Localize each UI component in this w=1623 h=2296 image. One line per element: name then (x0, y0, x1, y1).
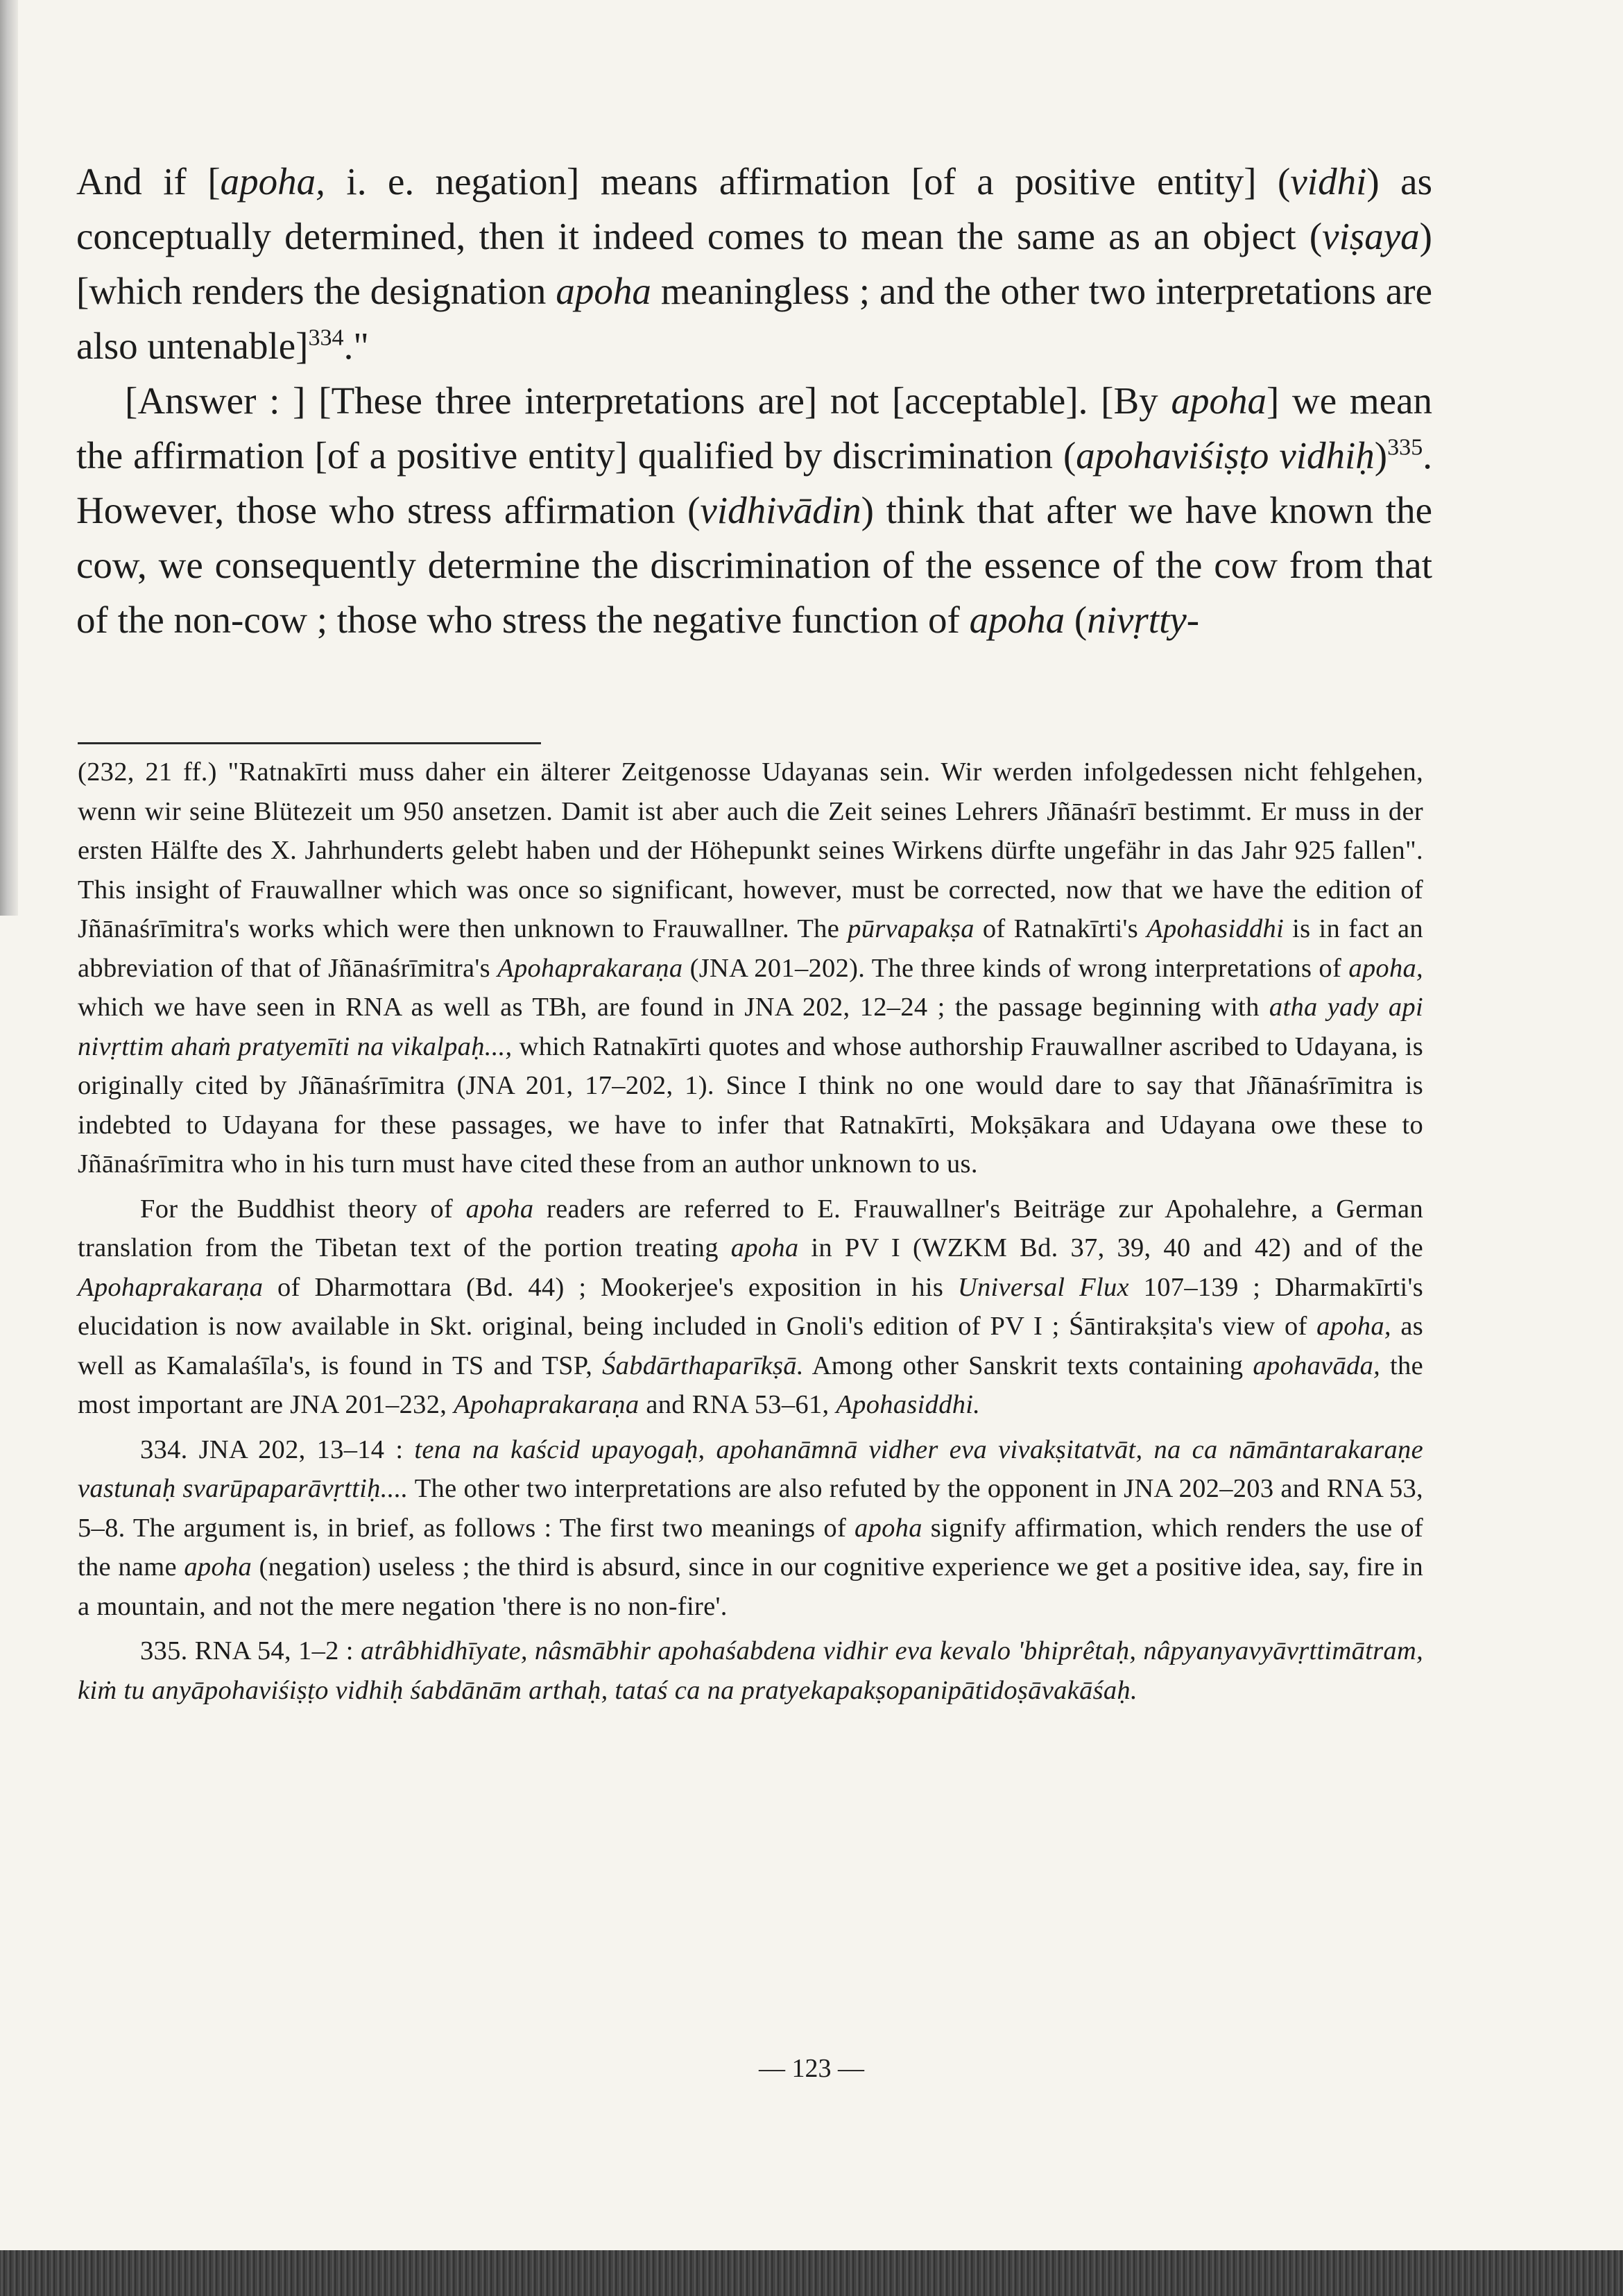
footnote-divider (78, 742, 541, 744)
footnote-335: 335. RNA 54, 1–2 : atrâbhidhīyate, nâsmābhir apohaśabdena vidhir eva kevalo 'bhiprêtaḥ, nâpyanyavyāvṛttimātram, kiṁ tu anyāpohaviśiṣṭo vidhiḥ śabdānām arthaḥ, tataś ca na pratyekapakṣopanipātidoṣāvakāśaḥ. (78, 1636, 1424, 1705)
main-body-text (76, 154, 1432, 647)
footnote-ref-335[interactable]: 335 (1387, 434, 1423, 461)
main-paragraph-1: And if [apoha, i. e. negation] means affirmation [of a positive entity] (vidhi) as conceptually determined, then it indeed comes to mean the same as an object (viṣaya) [which renders the designation apoha meaningless ; and the other two interpretations are also untenable]$^{334}$." (76, 160, 1432, 367)
scan-edge-left (0, 0, 18, 916)
footnote-334: 334. JNA 202, 13–14 : tena na kaścid upayogaḥ, apohanāmnā vidher eva vivakṣitatvāt, na ca nāmāntarakaraṇe vastunaḥ svarūpaparāvṛttiḥ.... The other two interpretations are also refuted by the opponent in JNA 202–203 and RNA 53, 5–8. The argument is, in brief, as follows : The first two meanings of apoha signify affirmation, which renders the use of the name apoha (negation) useless ; the third is absurd, since in our cognitive experience we get a positive idea, say, fire in a mountain, and not the mere negation 'there is no non-fire'. (78, 1434, 1423, 1621)
footnote-continuation: (232, 21 ff.) "Ratnakīrti muss daher ein älterer Zeitgenosse Udayanas sein. Wir werden infolgedessen nicht fehlgehen, wenn wir seine Blütezeit um 950 ansetzen. Damit ist aber auch die Zeit seines Lehrers Jñānaśrī bestimmt. Er muss in der ersten Hälfte des X. Jahrhunderts gelebt haben und der Höhepunkt seines Wirkens dürfte ungefähr in das Jahr 925 fallen". This insight of Frauwallner which was once so significant, however, must be corrected, now that we have the edition of Jñānaśrīmitra's works which were then unknown to Frauwallner. The pūrvapakṣa of Ratnakīrti's Apohasiddhi is in fact an abbreviation of that of Jñānaśrīmitra's Apohaprakaraṇa (JNA 201–202). The three kinds of wrong interpretations of apoha, which we have seen in RNA as well as TBh, are found in JNA 202, 12–24 ; the passage beginning with atha yady api nivṛttim ahaṁ pratyemīti na vikalpaḥ..., which Ratnakīrti quotes and whose authorship Frauwallner ascribed to Udayana, is originally cited by Jñānaśrīmitra (JNA 201, 17–202, 1). Since I think no one would dare to say that Jñānaśrīmitra is indebted to Udayana for these passages, we have to infer that Ratnakīrti, Mokṣākara and Udayana owe these to Jñānaśrīmitra who in his turn must have cited these from an author unknown to us. (78, 757, 1423, 1179)
footnotes-section (78, 753, 1423, 1715)
page-number: — 123 — (759, 2054, 864, 2083)
main-paragraph-2: [Answer : ] [These three interpretations are] not [acceptable]. [By apoha] we mean the affirmation [of a positive entity] qualified by discrimination (apohaviśiṣṭo vidhiḥ)$^{335}$. However, those who stress affirmation (vidhivādin) think that after we have known the cow, we consequently determine the discrimination of the essence of the cow from that of the non-cow ; those who stress the negative function of apoha (nivṛtty- (76, 379, 1433, 641)
footnote-apoha-references: For the Buddhist theory of apoha readers are referred to E. Frauwallner's Beiträge zur Apohalehre, a German translation from the Tibetan text of the portion treating apoha in PV I (WZKM Bd. 37, 39, 40 and 42) and of the Apohaprakaraṇa of Dharmottara (Bd. 44) ; Mookerjee's exposition in his Universal Flux 107–139 ; Dharmakīrti's elucidation is now available in Skt. original, being included in Gnoli's edition of PV I ; Śāntirakṣita's view of apoha, as well as Kamalaśīla's, is found in TS and TSP, Śabdārthaparīkṣā. Among other Sanskrit texts containing apohavāda, the most important are JNA 201–232, Apohaprakaraṇa and RNA 53–61, Apohasiddhi. (78, 1194, 1423, 1419)
scan-edge-bottom (0, 2250, 1623, 2296)
footnote-ref-334[interactable]: 334 (308, 325, 344, 351)
